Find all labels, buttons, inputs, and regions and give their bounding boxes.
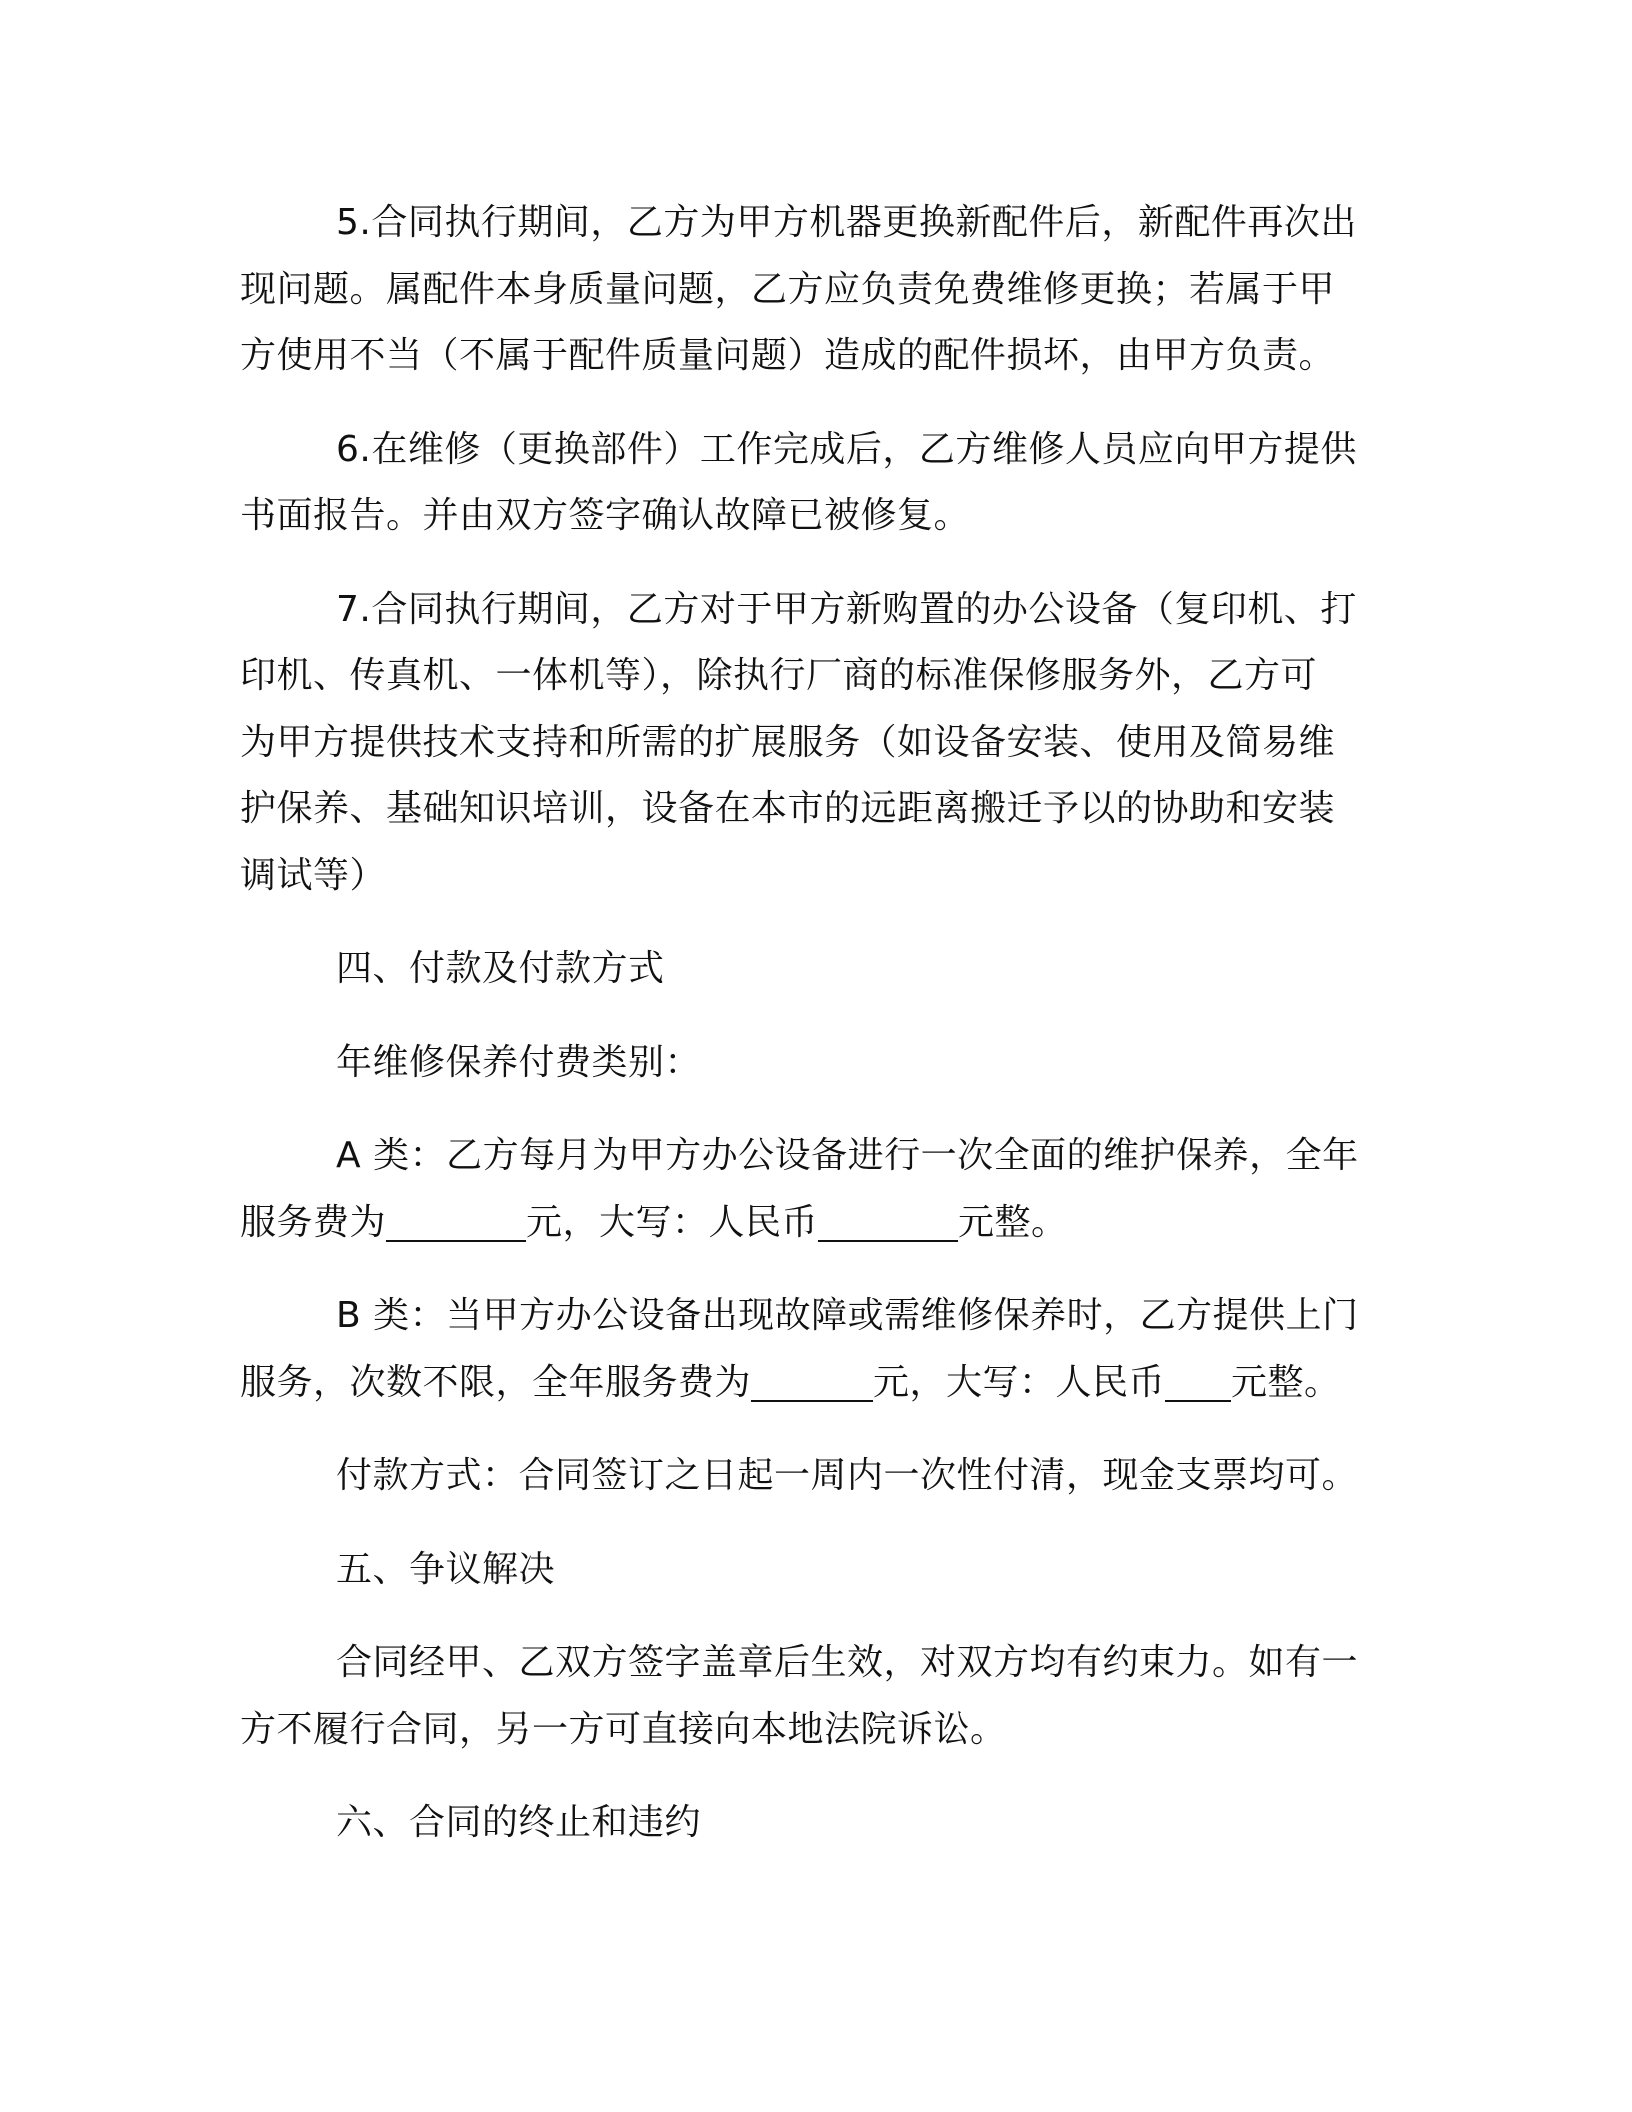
clause-5-line-3: 方使用不当（不属于配件质量问题）造成的配件损坏，由甲方负责。: [240, 335, 1336, 376]
clause-6-line-2: 书面报告。并由双方签字确认故障已被修复。: [240, 495, 971, 536]
section-4-heading: 四、付款及付款方式: [336, 948, 665, 989]
class-b-line-1: B 类：当甲方办公设备出现故障或需维修保养时，乙方提供上门: [336, 1295, 1359, 1336]
section-5-heading: 五、争议解决: [336, 1548, 556, 1590]
class-a-suffix: 元整。: [958, 1201, 1068, 1243]
document-body: [240, 190, 1375, 1884]
class-b-suffix: 元整。: [1231, 1361, 1341, 1403]
class-a-amount-blank[interactable]: [386, 1200, 526, 1242]
clause-7-line-5: 调试等）: [240, 854, 387, 896]
clause-7-line-3: 为甲方提供技术支持和所需的扩展服务（如设备安装、使用及简易维: [240, 721, 1336, 763]
class-b-amount-blank[interactable]: [751, 1360, 873, 1402]
class-b-paragraph: [240, 1283, 1375, 1416]
section-6-heading: 六、合同的终止和违约: [336, 1802, 702, 1843]
class-a-paragraph: [240, 1123, 1375, 1256]
clause-7-line-2: 印机、传真机、一体机等），除执行厂商的标准保修服务外，乙方可: [240, 655, 1318, 696]
class-a-amount-words-blank[interactable]: [818, 1200, 958, 1242]
class-b-prefix: 服务，次数不限，全年服务费为: [240, 1361, 752, 1403]
class-a-line-1: A 类：乙方每月为甲方办公设备进行一次全面的维护保养，全年: [336, 1135, 1359, 1176]
class-a-mid: 元，大写：人民币: [526, 1201, 819, 1243]
dispute-line-1: 合同经甲、乙双方签字盖章后生效，对双方均有约束力。如有一: [336, 1642, 1359, 1683]
class-a-prefix: 服务费为: [240, 1201, 387, 1243]
class-b-mid: 元，大写：人民币: [873, 1361, 1166, 1403]
fee-category-label: 年维修保养付费类别：: [336, 1041, 702, 1083]
clause-6-paragraph: [240, 417, 1375, 550]
clause-5-line-2: 现问题。属配件本身质量问题，乙方应负责免费维修更换；若属于甲: [240, 268, 1336, 310]
class-b-amount-words-blank[interactable]: [1165, 1360, 1231, 1402]
dispute-line-2: 方不履行合同，另一方可直接向本地法院诉讼。: [240, 1708, 1007, 1750]
clause-5-line-1: 5.合同执行期间，乙方为甲方机器更换新配件后，新配件再次出: [336, 202, 1357, 243]
clause-6-line-1: 6.在维修（更换部件）工作完成后，乙方维修人员应向甲方提供: [336, 428, 1357, 470]
clause-7-paragraph: [240, 577, 1375, 910]
payment-method-text: 付款方式：合同签订之日起一周内一次性付清，现金支票均可。: [336, 1455, 1359, 1496]
clause-5-paragraph: [240, 190, 1375, 390]
dispute-paragraph: [240, 1630, 1375, 1763]
clause-7-line-4: 护保养、基础知识培训，设备在本市的远距离搬迁予以的协助和安装: [240, 788, 1336, 829]
clause-7-line-1: 7.合同执行期间，乙方对于甲方新购置的办公设备（复印机、打: [336, 588, 1357, 630]
